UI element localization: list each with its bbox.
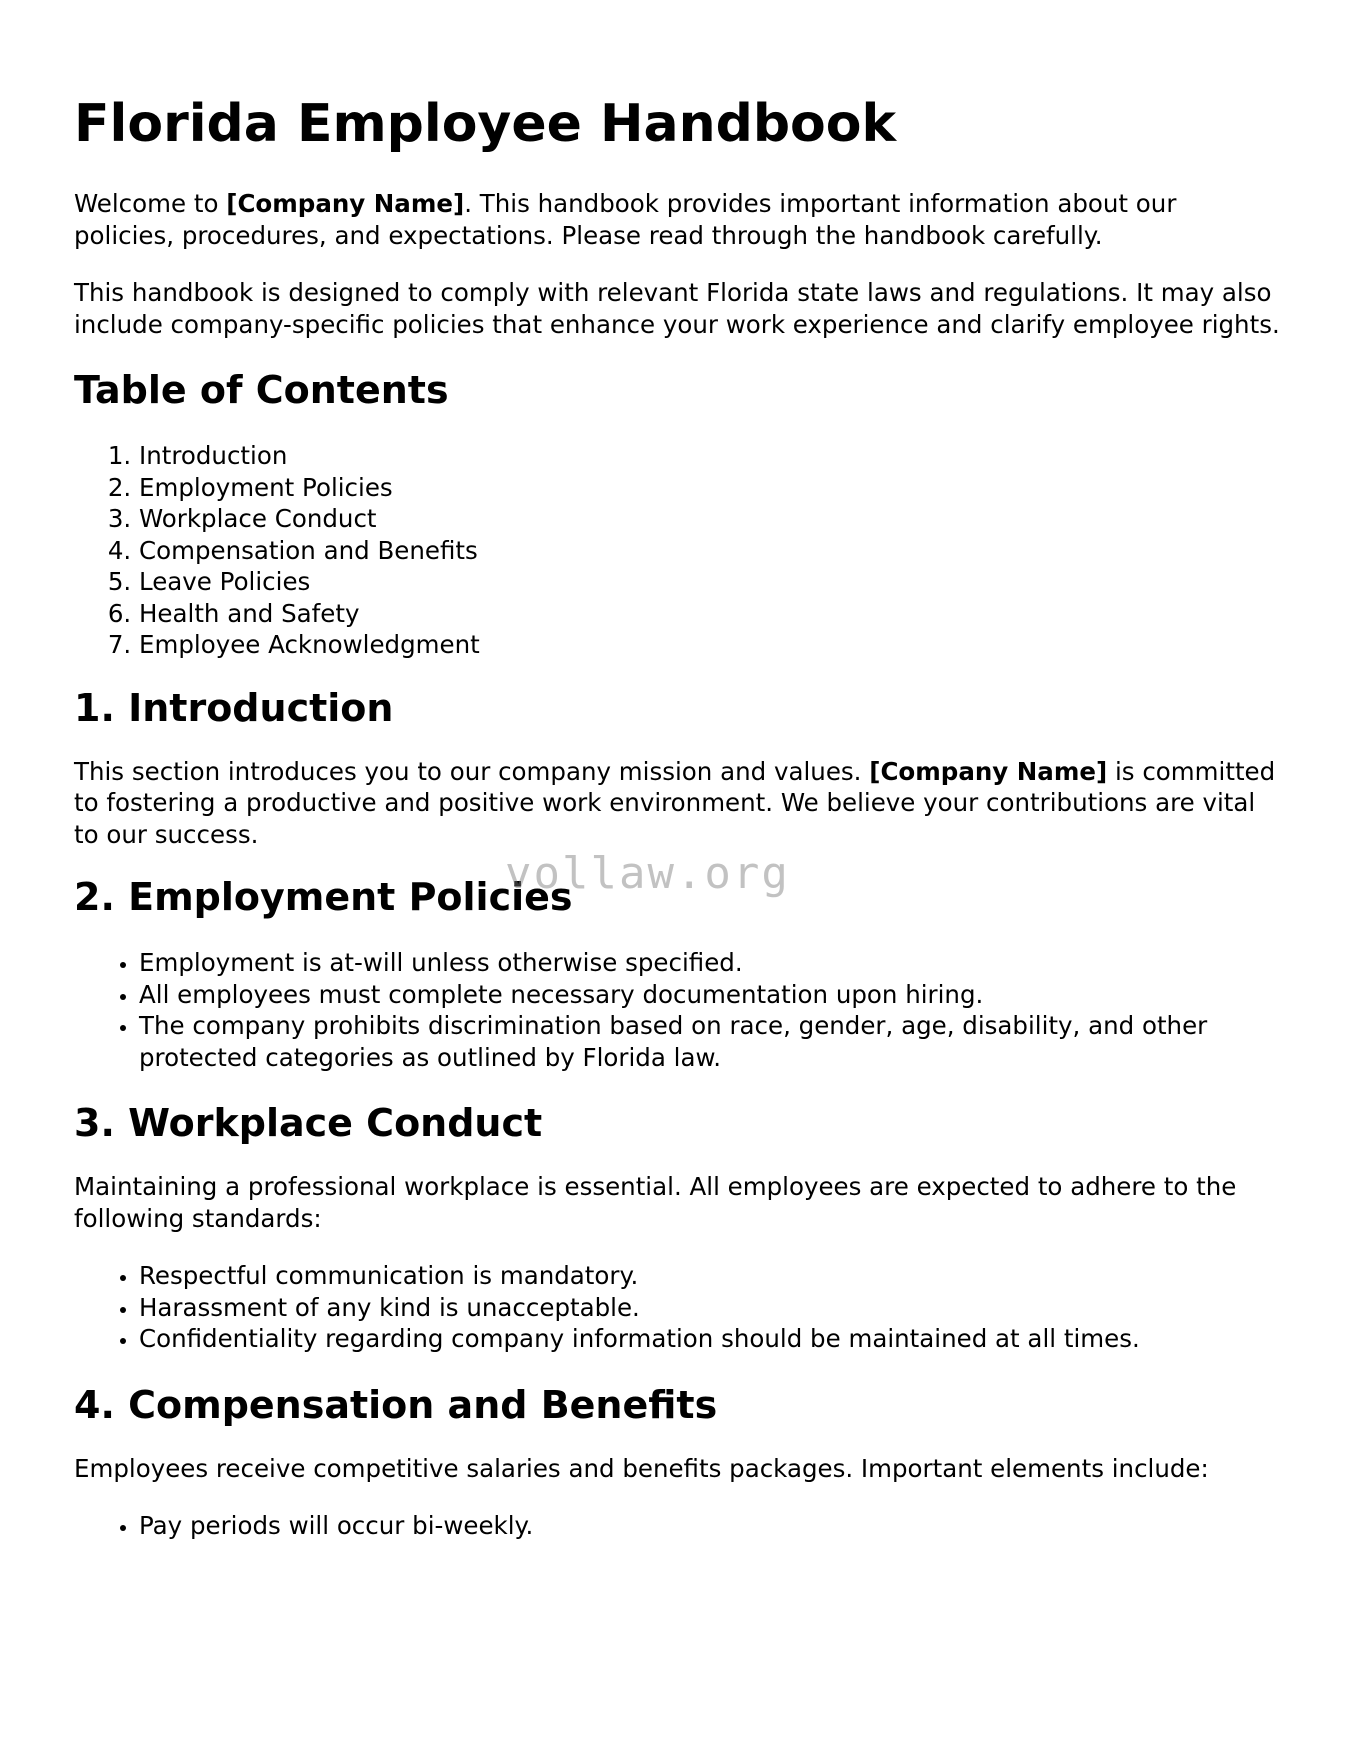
toc-item: 4. Compensation and Benefits (139, 535, 1284, 567)
company-name-placeholder: [Company Name] (226, 189, 465, 218)
section-conduct-text: Maintaining a professional workplace is essential. All employees are expected to adhere to the following standards: (74, 1172, 1237, 1233)
toc-item: 5. Leave Policies (139, 566, 1284, 598)
toc-heading: Table of Contents (74, 368, 449, 412)
section-employment-heading: 2. Employment Policies (74, 875, 573, 919)
section-introduction-text: This section introduces you to our company mission and values. [Company Name] is committed to fostering a productive and positive work environment. We believe your contributions are vital to our success. (74, 756, 1276, 849)
section-conduct-heading: 3. Workplace Conduct (74, 1101, 543, 1145)
intro-paragraph-2: This handbook is designed to comply with relevant Florida state laws and regulations. It may also include company-specific policies that enhance your work experience and clarify employee rights. (74, 278, 1280, 339)
section-introduction-heading: 1. Introduction (74, 685, 394, 730)
compensation-list (74, 1510, 1284, 1542)
employment-policies-list (74, 947, 1284, 1073)
workplace-conduct-list (74, 1260, 1284, 1355)
watermark: vollaw.org (505, 848, 790, 899)
company-name-placeholder: [Company Name] (869, 756, 1108, 786)
toc-item: 3. Workplace Conduct (139, 503, 1284, 535)
toc-item: 2. Employment Policies (139, 472, 1284, 504)
section-compensation-text: Employees receive competitive salaries and benefits packages. Important elements include: (74, 1453, 1209, 1483)
toc-item: 1. Introduction (139, 440, 1284, 472)
list-item: • Pay periods will occur bi-weekly. (139, 1510, 1284, 1542)
list-item: • Employment is at-will unless otherwise specified. (139, 947, 1284, 979)
document-page (74, 0, 1284, 1542)
toc-item: 7. Employee Acknowledgment (139, 629, 1284, 661)
list-item: • Confidentiality regarding company information should be maintained at all times. (139, 1323, 1284, 1355)
page-title: Florida Employee Handbook (74, 94, 897, 154)
list-item: • The company prohibits discrimination based on race, gender, age, disability, and other protected categories as outlined by Florida law. (139, 1010, 1284, 1073)
list-item: • All employees must complete necessary documentation upon hiring. (139, 979, 1284, 1011)
toc-item: 6. Health and Safety (139, 598, 1284, 630)
toc-list (74, 440, 1284, 661)
list-item: • Harassment of any kind is unacceptable. (139, 1292, 1284, 1324)
list-item: • Respectful communication is mandatory. (139, 1260, 1284, 1292)
intro-paragraph-1: Welcome to [Company Name]. This handbook provides important information about our policies, procedures, and expectations. Please read through the handbook carefully. (74, 189, 1177, 250)
section-compensation-heading: 4. Compensation and Benefits (74, 1382, 718, 1427)
